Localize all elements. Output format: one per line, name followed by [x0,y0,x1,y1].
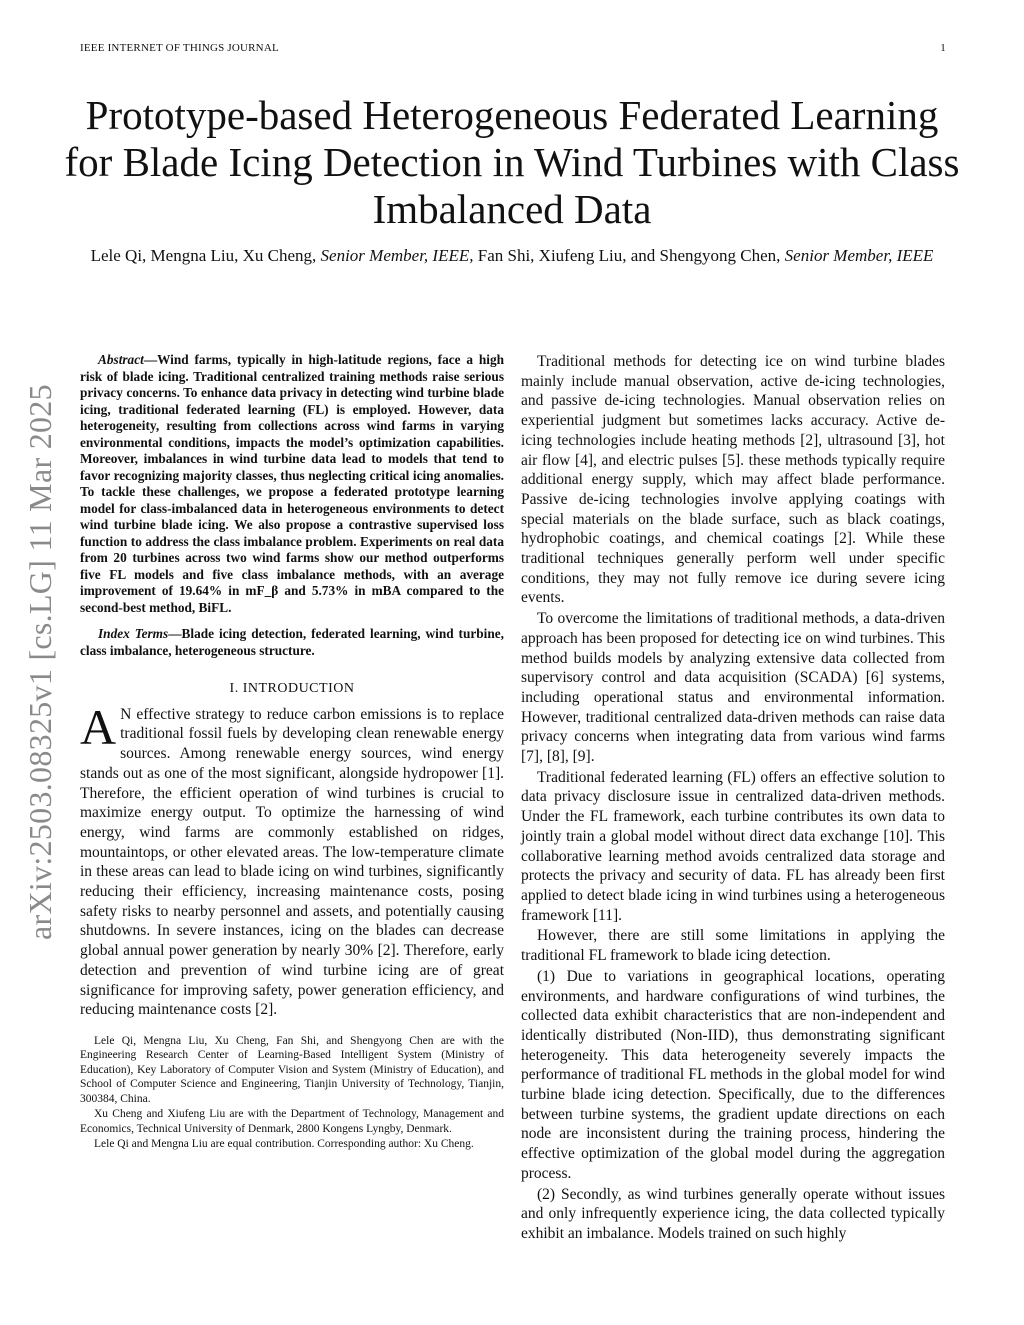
abstract [80,352,504,616]
abstract-label: Abstract [98,352,144,367]
running-head [80,42,946,54]
author-role-1: Senior Member, IEEE, [320,246,474,265]
intro-paragraph-1 [80,698,504,1020]
footnote-affiliation-2: Xu Cheng and Xiufeng Liu are with the Department of Technology, Management and Economics, Technical University of Denmark, 2800 Kongens Lyngby, Denmark. [80,1108,504,1135]
paragraph-limitation-2: (2) Secondly, as wind turbines generally operate without issues and only infrequently experience icing, the data collected typically exhibit an imbalance. Models trained on such highly [521,1185,945,1242]
index-terms [80,626,504,659]
author-role-2: Senior Member, IEEE [784,246,934,265]
page-number: 1 [940,42,946,54]
arxiv-stamp[interactable]: arXiv:2503.08325v1 [cs.LG] 11 Mar 2025 [22,384,58,940]
paper-title: Prototype-based Heterogeneous Federated Learning for Blade Icing Detection in Wind Turbines with Class Imbalanced Data [64,92,960,232]
paragraph-traditional-methods: Traditional methods for detecting ice on wind turbine blades mainly include manual observation, active de-icing technologies, and passive de-icing technologies. Manual observation relies on experiential judgment but sometimes lacks accuracy. Active de-icing technologies include heating methods [2], ultrasound [3], hot air flow [4], and electric pulses [5]. these methods typically require additional energy supply, which may affect blade performance. Passive de-icing technologies involve applying coatings with special materials on the blade surface, such as black coatings, hydrophobic coatings, and chemical coatings [2]. While these traditional techniques generally perform well under specific conditions, they may not fully remove ice during severe icing events. [521,353,945,607]
journal-name: IEEE INTERNET OF THINGS JOURNAL [80,42,279,54]
authors-part-2: Fan Shi, Xiufeng Liu, and Shengyong Chen, [473,246,785,265]
footnote-affiliation-1: Lele Qi, Mengna Liu, Xu Cheng, Fan Shi, and Shengyong Chen are with the Engineering Research Center of Learning-Based Intelligent System (Ministry of Education), Key Laboratory of Computer Vision and System (Ministry of Education), and School of Computer Science and Engineering, Tianjin University of Technology, Tianjin, 300384, China. [80,1034,504,1105]
drop-cap: A [80,698,117,755]
authors-part-1: Lele Qi, Mengna Liu, Xu Cheng, [90,246,321,265]
right-column [521,352,945,1244]
paragraph-limitations: However, there are still some limitations in applying the traditional FL framework to blade icing detection. [521,927,945,965]
left-column [80,352,504,1153]
paragraph-federated-learning: Traditional federated learning (FL) offers an effective solution to data privacy disclosure issue in centralized data-driven methods. Under the FL framework, each turbine contributes its own data to jointly train a global model without direct data exchange [10]. This collaborative learning method avoids centralized data storage and protects the privacy and security of data. FL has already been first applied to detect blade icing in wind turbines using a heterogeneous framework [11]. [521,768,945,924]
paragraph-limitation-1: (1) Due to variations in geographical locations, operating environments, and hardware configurations of wind turbines, the collected data exhibit characteristics that are non-independent and identically distributed (Non-IID), thus demonstrating significant heterogeneity. This data heterogeneity severely impacts the performance of traditional FL methods in the global model for wind turbine blade icing detection. Specifically, due to the differences between turbine systems, the gradient update directions on each node are inconsistent during the training process, hindering the effective optimization of the global model during the aggregation process. [521,967,945,1182]
author-list [80,244,944,267]
section-heading-introduction: I. INTRODUCTION [229,681,355,696]
paragraph-data-driven: To overcome the limitations of traditional methods, a data-driven approach has been proposed for detecting ice on wind turbines. This method builds models by analyzing extensive data collected from supervisory control and data acquisition (SCADA) [6] systems, including operational status and environmental information. However, traditional centralized data-driven methods can raise data privacy concerns when integrating data from various wind farms [7], [8], [9]. [521,610,945,766]
index-terms-label: Index Terms [98,626,169,641]
author-footnotes [80,1034,504,1152]
intro-paragraph-1-text: N effective strategy to reduce carbon emissions is to replace traditional fossil fuels by developing clean renewable energy sources. Among renewable energy sources, wind energy stands out as one of the most significant, alongside hydropower [1]. Therefore, the efficient operation of wind turbines is crucial to maximize energy output. To optimize the harnessing of wind energy, wind farms are commonly established on ridges, mountaintops, or other elevated areas. The low-temperature climate in these areas can lead to blade icing on wind turbines, significantly reducing their efficiency, increasing maintenance costs, posing safety risks to nearby personnel and assets, and potentially causing shutdowns. In severe instances, icing on the blades can decrease global annual power generation by nearly 30% [2]. Therefore, early detection and prevention of wind turbine icing are of great significance for improving safety, power generation efficiency, and reducing maintenance costs [2]. [80,705,504,1019]
index-terms-text: —Blade icing detection, federated learning, wind turbine, class imbalance, heterogeneous structure. [80,626,504,658]
footnote-corresponding-author: Lele Qi and Mengna Liu are equal contribution. Corresponding author: Xu Cheng. [94,1138,474,1151]
abstract-text: —Wind farms, typically in high-latitude regions, face a high risk of blade icing. Traditional centralized training methods raise serious privacy concerns. To enhance data privacy in detecting wind turbine blade icing, traditional federated learning (FL) is employed. However, data heterogeneity, resulting from collections across wind farms in varying environmental conditions, impacts the model’s optimization capabilities. Moreover, imbalances in wind turbine data lead to models that tend to favor recognizing majority classes, thus neglecting critical icing anomalies. To tackle these challenges, we propose a federated prototype learning model for class-imbalanced data in heterogeneous environments to detect wind turbine blade icing. We also propose a contrastive supervised loss function to address the class imbalance problem. Experiments on real data from 20 turbines across two wind farms show our method outperforms five FL models and five class imbalance methods, with an average improvement of 19.64% in mF_β and 5.73% in mBA compared to the second-best method, BiFL. [80,352,504,615]
